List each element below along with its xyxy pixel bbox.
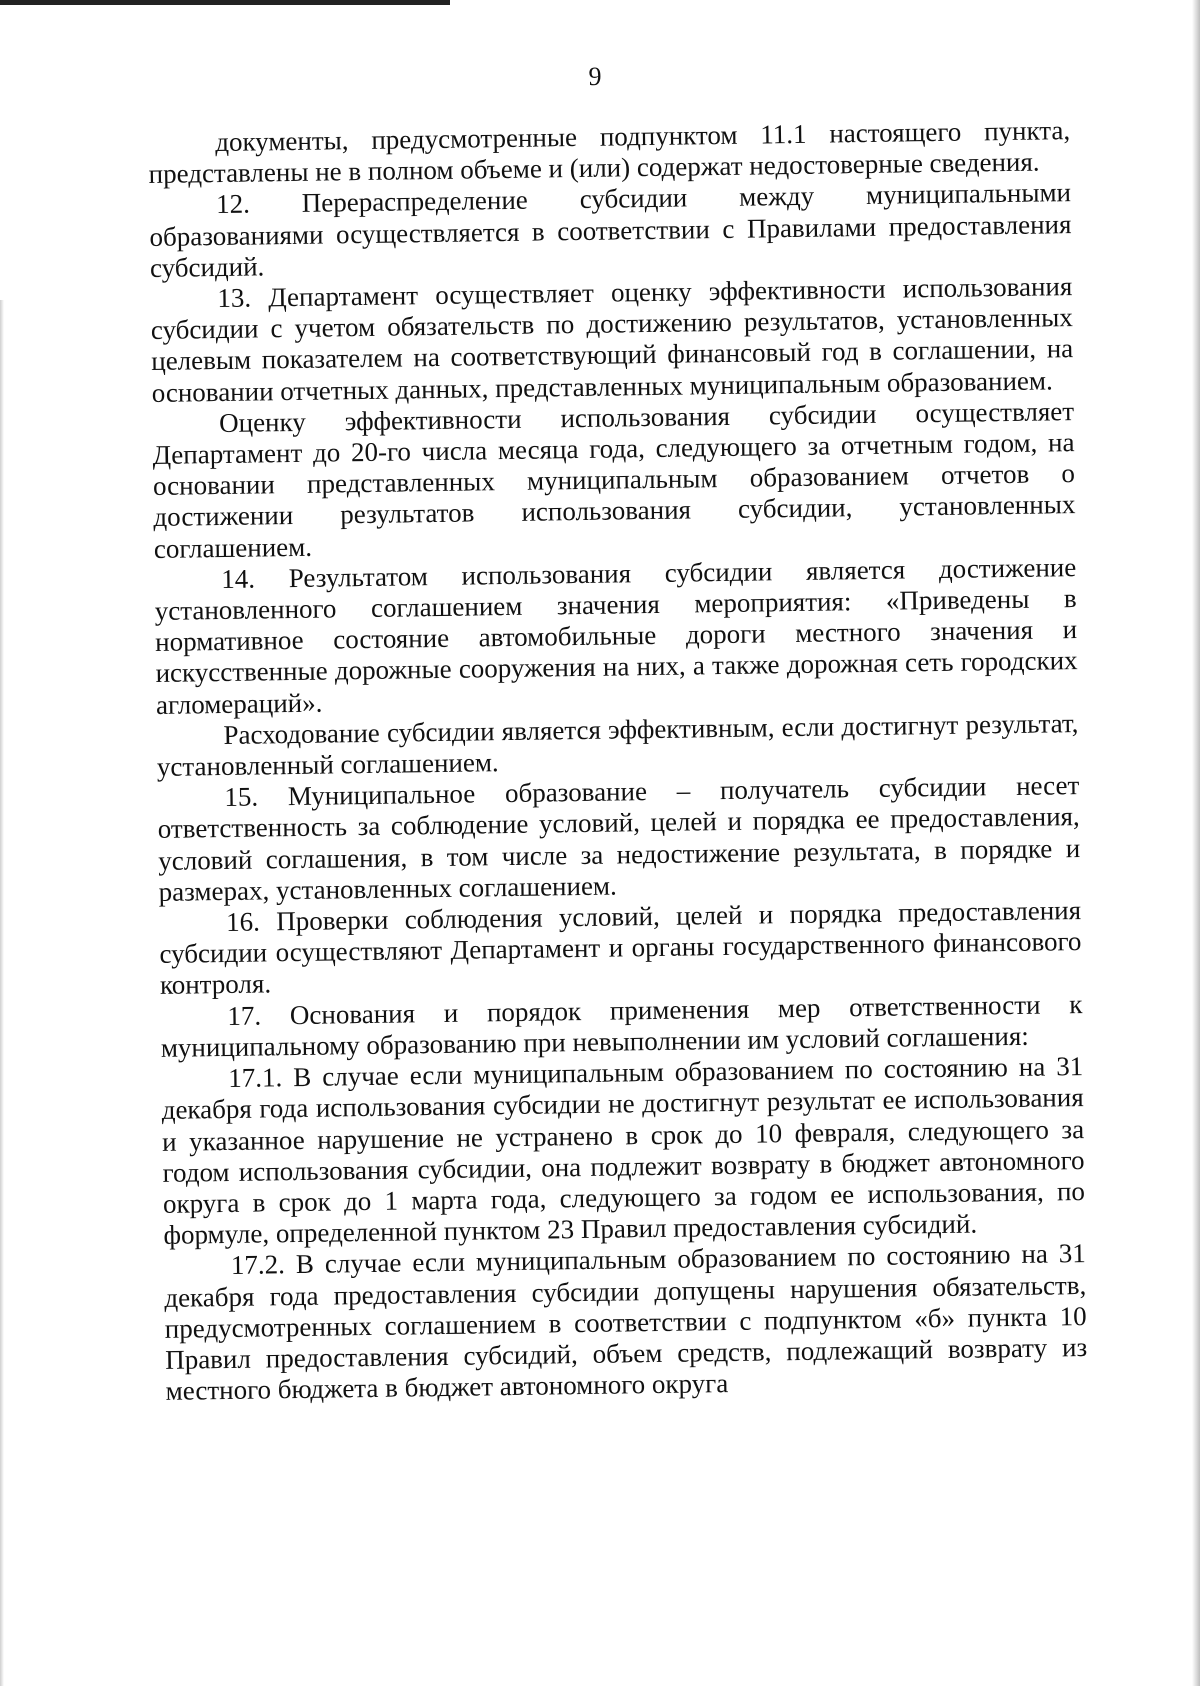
paragraph-14: 14. Результатом использования субсидии является достижение установленного соглашением значения мероприятия: «Приведены в нормативное состояние автомобильные дороги местного значения и искусственные дорожные сооружения на них, а также дорожная сеть городских агломераций». [154,551,1078,720]
paragraph-12: 12. Перераспределение субсидии между муниципальными образованиями осуществляется в соответствии с Правилами предоставления субсидий. [149,177,1072,283]
paragraph-14-efficiency: Расходование субсидии является эффективным, если достигнут результат, установленный соглашением. [156,707,1079,782]
page-number: 9 [588,62,602,91]
paragraph-17: 17. Основания и порядок применения мер ответственности к муниципальному образованию при невыполнении им условий соглашения: [160,988,1083,1063]
scan-right-edge [1192,0,1200,1686]
paragraph-13-evaluation: Оценку эффективности использования субсидии осуществляет Департамент до 20-го числа месяца года, следующего за отчетным годом, на основании представленных муниципальным образованием отчетов о достижении результатов использования субсидии, установленных соглашением. [152,395,1076,564]
paragraph-continuation: документы, предусмотренные подпунктом 11.1 настоящего пункта, представлены не в полном объеме и (или) содержат недостоверные сведения. [148,115,1071,190]
scan-left-edge [0,300,4,1686]
paragraph-17-2: 17.2. В случае если муниципальным образованием по состоянию на 31 декабря года предоставления субсидии допущены нарушения обязательств, предусмотренных соглашением в соответствии с подпунктом «б» пункта 10 Правил предоставления субсидий, объем средств, подлежащий возврату из местного бюджета в бюджет автономного округа [164,1238,1088,1407]
paragraph-16: 16. Проверки соблюдения условий, целей и порядка предоставления субсидии осуществляют Департамент и органы государственного финансового контроля. [159,895,1082,1001]
scan-top-edge [0,0,450,5]
paragraph-13: 13. Департамент осуществляет оценку эффективности использования субсидии с учетом обязательств по достижению результатов, установленных целевым показателем на соответствующий финансовый год в соглашении, на основании отчетных данных, представленных муниципальным образованием. [150,271,1074,408]
paragraph-17-1: 17.1. В случае если муниципальным образованием по состоянию на 31 декабря года использования субсидии не достигнут результат ее использования и указанное нарушение не устранено в срок до 10 февраля, следующего за годом использования субсидии, она подлежит возврату в бюджет автономного округа в срок до 1 марта года, следующего за годом ее использования, по формуле, определенной пунктом 23 Правил предоставления субсидий. [161,1051,1086,1250]
paragraph-15: 15. Муниципальное образование – получатель субсидии несет ответственность за соблюдение условий, целей и порядка ее предоставления, условий соглашения, в том числе за недостижение результата, в порядке и размерах, установленных соглашением. [157,770,1081,907]
document-body [148,115,1088,1407]
